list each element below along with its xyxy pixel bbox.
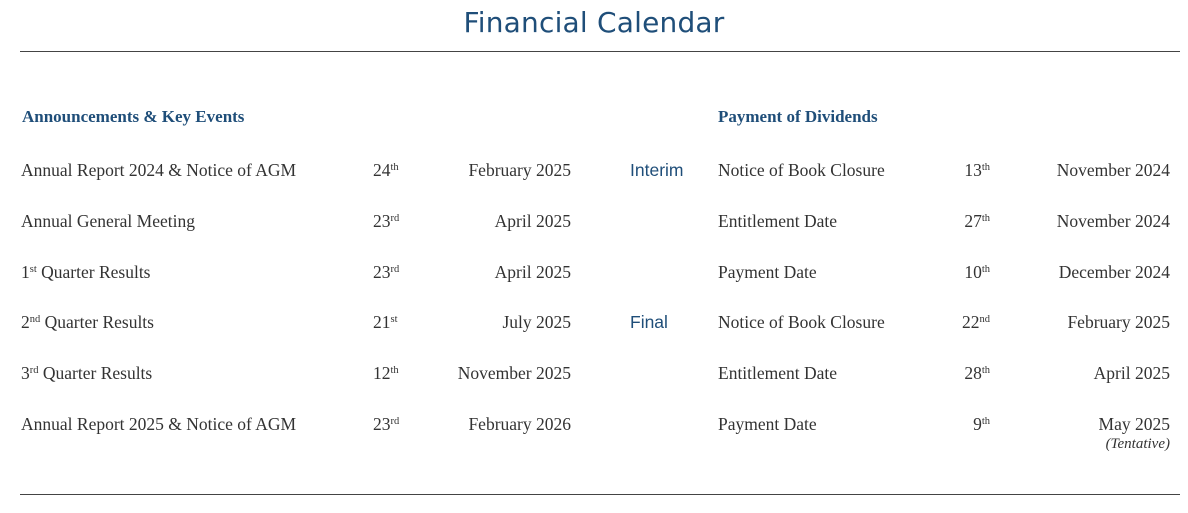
event-label: Annual Report 2024 & Notice of AGM (21, 160, 297, 180)
dividend-label: Notice of Book Closure (718, 160, 885, 180)
event-date: February 2025 (468, 160, 571, 180)
event-date: April 2025 (494, 262, 571, 282)
dividend-label: Payment Date (718, 262, 817, 282)
bottom-divider (20, 494, 1180, 495)
event-label: Annual General Meeting (21, 211, 195, 231)
event-date: April 2025 (494, 211, 571, 231)
dividend-date: November 2024 (1056, 160, 1170, 180)
dividend-day: 10th (964, 262, 990, 282)
dividend-day: 9th (973, 414, 990, 434)
event-date: November 2025 (457, 363, 571, 383)
dividends-heading: Payment of Dividends (718, 107, 878, 126)
dividend-label: Notice of Book Closure (718, 312, 885, 332)
dividend-date: December 2024 (1058, 262, 1170, 282)
dividend-type-interim: Interim (630, 160, 684, 180)
tentative-note: (Tentative) (1105, 436, 1170, 452)
dividend-day: 27th (964, 211, 990, 231)
dividend-date: May 2025 (1098, 414, 1170, 434)
event-day: 12th (373, 363, 399, 383)
top-divider (20, 51, 1180, 52)
dividend-label: Payment Date (718, 414, 817, 434)
dividend-label: Entitlement Date (718, 211, 838, 231)
event-date: February 2026 (468, 414, 571, 434)
event-day: 21st (373, 312, 398, 332)
event-label: 1st Quarter Results (21, 262, 151, 282)
event-day: 23rd (373, 211, 400, 231)
event-day: 23rd (373, 414, 400, 434)
dividend-day: 13th (964, 160, 990, 180)
event-day: 23rd (373, 262, 400, 282)
event-label: Annual Report 2025 & Notice of AGM (21, 414, 297, 434)
dividend-date: February 2025 (1067, 312, 1170, 332)
dividend-day: 28th (964, 363, 990, 383)
event-label: 2nd Quarter Results (21, 312, 154, 332)
dividend-day: 22nd (962, 312, 990, 332)
event-day: 24th (373, 160, 399, 180)
dividend-date: April 2025 (1093, 363, 1170, 383)
dividend-label: Entitlement Date (718, 363, 838, 383)
dividend-date: November 2024 (1056, 211, 1170, 231)
dividend-type-final: Final (630, 312, 668, 332)
event-label: 3rd Quarter Results (21, 363, 153, 383)
event-date: July 2025 (502, 312, 571, 332)
announcements-heading: Announcements & Key Events (22, 107, 245, 126)
page-title: Financial Calendar (463, 6, 725, 39)
